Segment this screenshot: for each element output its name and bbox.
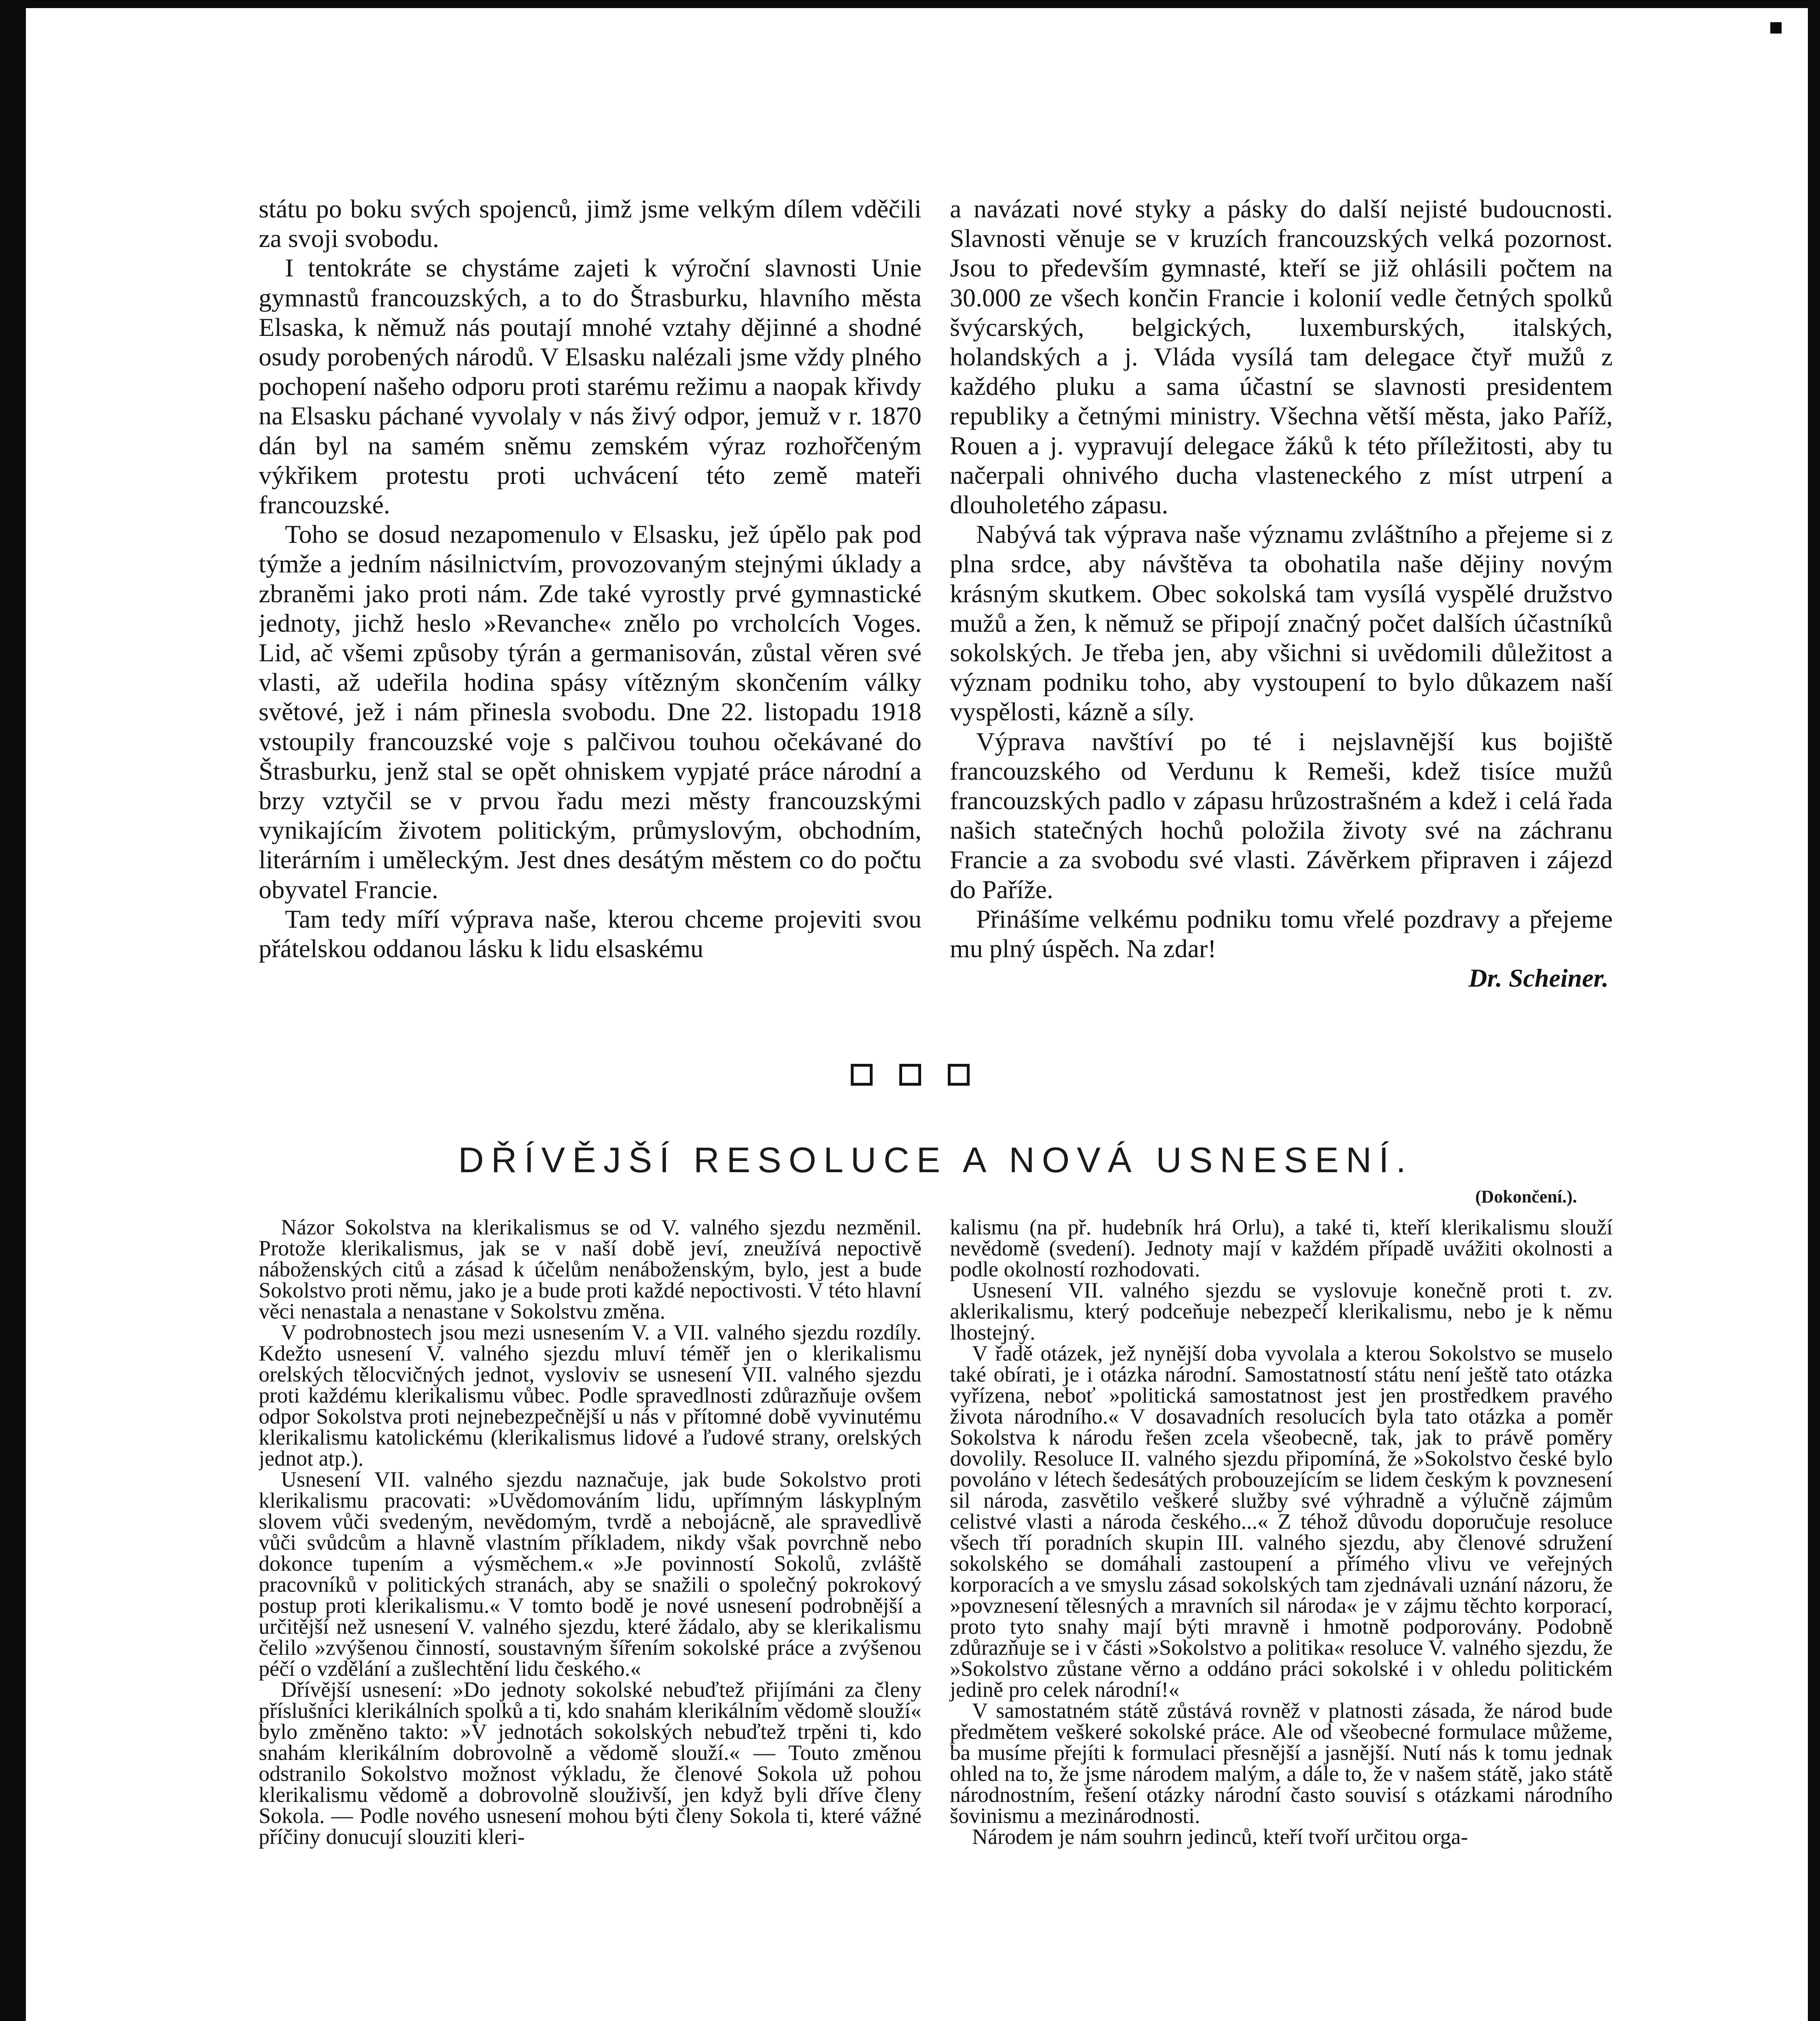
paragraph: V podrobnostech jsou mezi usnesením V. a VII. valného sjezdu rozdíly. Kdežto usnesení V. valného sjezdu mluví téměř jen o klerikalismu orelských tělocvičných jednot, vysloviv se usnesení VII. valného sjezdu proti každému klerikalismu vůbec. Podle spravedlnosti zdůrazňuje ovšem odpor Sokolstva proti nejnebezpečnější u nás v přítomné době vyvinutému klerikalismu katolickému (klerikalismus lidové a ľudové strany, orelských jednot atp.). <box>259 1320 922 1470</box>
lower-left-column <box>259 1217 922 2021</box>
paragraph: Usnesení VII. valného sjezdu naznačuje, jak bude Sokolstvo proti klerikalismu pracovati: »Uvědomováním lidu, upřímným láskyplným slovem vůči svedeným, nevědomým, tvrdě a nebojácně, ale spravedlivě vůči svůdcům a hlavně vlastním příkladem, nikdy však povrchně nebo dokonce tupením a výsměchem.« »Je povinností Sokolů, zvláště pracovníků v politických stranách, aby se snažili o společný pokrokový postup proti klerikalismu.« V tomto bodě je nové usnesení podrobnější a určitější než usnesení V. valného sjezdu, které žádalo, aby se klerikalismu čelilo »zvýšenou činností, soustavným šířením sokolské práce a zvýšenou péčí o vzdělání a zušlechtění lidu českého.« <box>259 1467 922 1681</box>
paragraph: V řadě otázek, jež nynější doba vyvolala a kterou Sokolstvo se muselo také obírati, je i otázka národní. Samostatností státu není ještě tato otázka vyřízena, neboť »politická samostatnost jest jen prostředkem pravého života národního.« V dosavadních resolucích byla tato otázka a poměr Sokolstva k národu řešen zcela všeobecně, tak, jak to právě poměry dovolily. Resoluce II. valného sjezdu připomíná, že »Sokolstvo české bylo povoláno v létech šedesátých probouzejícím se lidem českým k povznesení sil národa, zasvětilo veškeré služby své výhradně a výlučně zájmům celistvé vlasti a národa českého...« Z téhož důvodu doporučuje resoluce všech tří poradních skupin III. valného sjezdu, aby členové sdružení sokolského se domáhali zastoupení a přímého vlivu ve veřejných korporacích a ve smyslu zásad sokolských tam zjednávali uznání názoru, že »povznesení tělesných a mravních sil národa« je v zájmu těchto korporací, proto tyto snahy mají býti mravně i hmotně podporovány. Podobně zdůrazňuje se i v části »Sokolstvo a politika« resoluce V. valného sjezdu, že »Sokolstvo zůstane věrno a oddáno práci sokolské i v ohledu politickém jedině pro celek národní!« <box>950 1341 1613 1702</box>
paragraph: Nabývá tak výprava naše významu zvláštního a přejeme si z plna srdce, aby návštěva ta obohatila naše dějiny novým krásným skutkem. Obec sokolská tam vysílá vyspělé družstvo mužů a žen, k němuž se připojí značný počet dalších účastníků sokolských. Je třeba jen, aby všichni si uvědomili důležitost a význam podniku toho, aby vystoupení to bylo důkazem naší vyspělosti, kázně a síly. <box>950 520 1613 726</box>
author-signature: Dr. Scheiner. <box>1468 964 1609 993</box>
paragraph: V samostatném státě zůstává rovněž v platnosti zásada, že národ bude předmětem veškeré sokolské práce. Ale od všeobecné formulace můžeme, ba musíme přejíti k formulaci přesnější a jasnější. Nutí nás k tomu jednak ohled na to, že jsme národem malým, a dále to, že v našem státě, jako státě národnostním, řešení otázky národní často souvisí s otázkami národního šovinismu a mezinárodnosti. <box>950 1698 1613 1828</box>
lower-right-column <box>950 1217 1613 2021</box>
paragraph: a navázati nové styky a pásky do další nejisté budoucnosti. Slavnosti věnuje se v kruzích francouzských velká pozornost. Jsou to především gymnasté, kteří se již ohlásili počtem na 30.000 ze všech končin Francie i kolonií vedle četných spolků švýcarských, belgických, luxemburských, italských, holandských a j. Vláda vysílá tam delegace čtyř mužů z každého pluku a sama účastní se slavnosti presidentem republiky a četnými ministry. Všechna větší města, jako Paříž, Rouen a j. vypravují delegace žáků k této příležitosti, aby tu načerpali ohnivého ducha vlasteneckého z míst utrpení a dlouholetého zápasu. <box>950 194 1613 519</box>
scan-border-top <box>0 0 1820 8</box>
lower-article <box>259 1217 1613 2021</box>
square-ornament-icon <box>948 1064 970 1086</box>
square-ornament-icon <box>851 1064 873 1086</box>
paragraph: Tam tedy míří výprava naše, kterou chceme projeviti svou přátelskou oddanou lásku k lidu elsaskému <box>259 904 922 963</box>
paragraph: Názor Sokolstva na klerikalismus se od V. valného sjezdu nezměnil. Protože klerikalismus, jak se v naší době jeví, zneužívá nepoctivě náboženských citů a zásad k účelům nenáboženským, bylo, jest a bude Sokolstvo proti němu, jako je a bude proti každé nepoctivosti. V této hlavní věci nenastala a nenastane v Sokolstvu změna. <box>259 1217 922 1323</box>
upper-right-column <box>950 194 1613 1055</box>
paragraph: kalismu (na př. hudebník hrá Orlu), a také ti, kteří klerikalismu slouží nevědomě (svedení). Jednoty mají v každém případě uvážiti okolnosti a podle okolností rozhodovati. <box>950 1217 1613 1281</box>
scan-border-right <box>1808 0 1820 2021</box>
paragraph: Národem je nám souhrn jedinců, kteří tvoří určitou orga- <box>972 1825 1468 1849</box>
paragraph: I tentokráte se chystáme zajeti k výroční slavnosti Unie gymnastů francouzských, a to do Štrasburku, hlavního města Elsaska, k němuž nás poutají mnohé vztahy dějinné a shodné osudy porobených národů. V Elsasku nalézali jsme vždy plného pochopení našeho odporu proti starému režimu a naopak křivdy na Elsasku páchané vyvolaly v nás živý odpor, jemuž v r. 1870 dán byl na samém sněmu zemském výraz rozhořčeným výkřikem protestu proti uchvácení této země mateři francouzské. <box>259 253 922 519</box>
paragraph: Výprava navštíví po té i nejslavnější kus bojiště francouzského od Verdunu k Remeši, kdež tisíce mužů francouzských padlo v zápasu hrůzostrašném a kdež i celá řada našich statečných hochů položila životy své na záchranu Francie a za svobodu své vlasti. Závěrkem připraven i zájezd do Paříže. <box>950 727 1613 904</box>
upper-left-column <box>259 194 922 1055</box>
continuation-note: (Dokončení.). <box>1475 1187 1577 1207</box>
crop-mark-top-right <box>1770 22 1782 34</box>
paragraph: Dřívější usnesení: »Do jednoty sokolské nebuďtež přijímáni za členy příslušníci klerikálních spolků a ti, kdo snahám klerikálním vědomě slouží« bylo změněno takto: »V jednotách sokolských nebuďtež trpěni ti, kdo snahám klerikálním dobrovolně a vědomě slouží.« — Touto změnou odstranilo Sokolstvo možnost výkladu, že členové Sokola už pohou klerikalismu vědomě a dobrovolně slouživší, jen když byli dříve členy Sokola. — Podle nového usnesení mohou býti členy Sokola ti, které vážné příčiny donucují slouziti kleri- <box>259 1677 922 1849</box>
paragraph: státu po boku svých spojenců, jimž jsme velkým dílem vděčili za svoji svobodu. <box>259 194 922 253</box>
paragraph: Usnesení VII. valného sjezdu se vyslovuje konečně proti t. zv. aklerikalismu, který podceňuje nebezpečí klerikalismu, nebo je k němu lhostejný. <box>950 1278 1613 1344</box>
square-ornament-icon <box>899 1064 921 1086</box>
paragraph: Toho se dosud nezapomenulo v Elsasku, jež úpělo pak pod týmže a jedním násilnictvím, provozovaným stejnými úklady a zbraněmi jako proti nám. Zde také vyrostly prvé gymnastické jednoty, jichž heslo »Revanche« znělo po vrcholcích Voges. Lid, ač všemi způsoby týrán a germanisován, zůstal věren své vlasti, až udeřila hodina spásy vítězným skončením války světové, jež i nám přinesla svobodu. Dne 22. listopadu 1918 vstoupily francouzské voje s palčivou touhou očekávané do Štrasburku, jenž stal se opět ohniskem vypjaté práce národní a brzy vztyčil se v prvou řadu mezi městy francouzskými vynikajícím životem politickým, průmyslovým, obchodním, literárním i uměleckým. Jest dnes desátým městem co do počtu obyvatel Francie. <box>259 520 922 904</box>
scan-border-left <box>0 0 26 2021</box>
section-separator <box>0 1064 1820 1086</box>
paragraph: Přinášíme velkému podniku tomu vřelé pozdravy a přejeme mu plný úspěch. Na zdar! <box>950 904 1613 963</box>
article-title: DŘÍVĚJŠÍ RESOLUCE A NOVÁ USNESENÍ. <box>458 1140 1413 1180</box>
upper-article <box>259 194 1613 1055</box>
